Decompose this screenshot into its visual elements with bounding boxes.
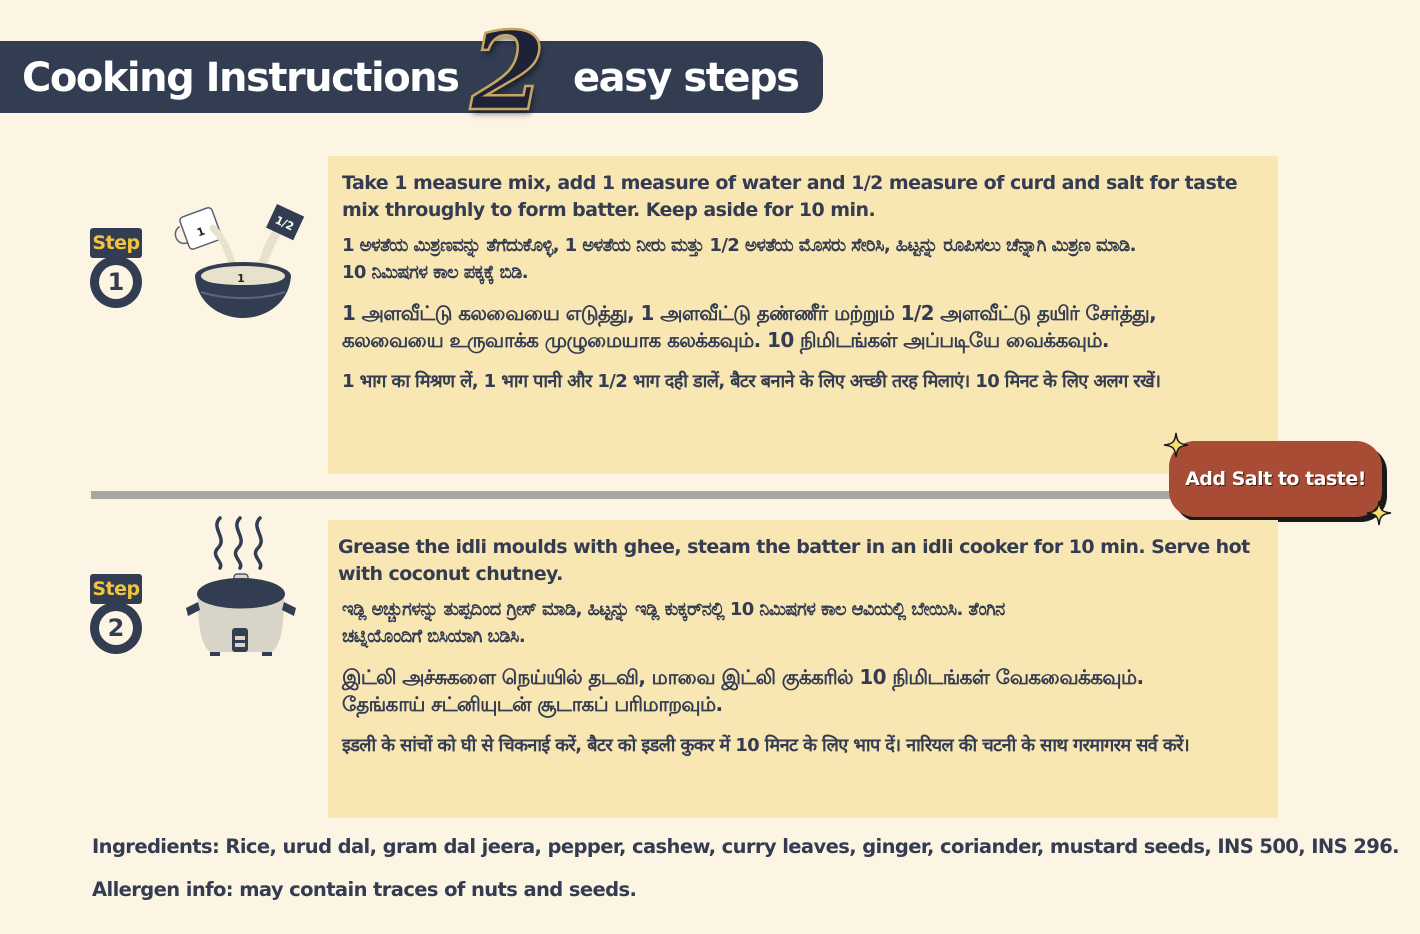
step-1-english: Take 1 measure mix, add 1 measure of water and 1/2 measure of curd and salt for taste mix throughly to form batter. Keep aside for 10 min.	[342, 172, 1238, 221]
step-divider	[91, 491, 1191, 499]
step-count-numeral: 2	[470, 9, 546, 135]
step-label: Step	[90, 574, 142, 604]
step-2-badge	[89, 574, 143, 654]
step-1-badge	[89, 228, 143, 308]
step-1-kannada: 1 ಅಳತೆಯ ಮಿಶ್ರಣವನ್ನು ತೆಗೆದುಕೊಳ್ಳಿ, 1 ಅಳತೆಯ ನೀರು ಮತ್ತು 1/2 ಅಳತೆಯ ಮೊಸರು ಸೇರಿಸಿ, ಹಿಟ್ಟನ್ನು ರೂಪಿಸಲು ಚೆನ್ನಾಗಿ ಮಿಶ್ರಣ ಮಾಡಿ. 10 ನಿಮಿಷಗಳ ಕಾಲ ಪಕ್ಕಕ್ಕೆ ಬಿಡಿ.	[342, 235, 1136, 283]
step-2-english: Grease the idli moulds with ghee, steam the batter in an idli cooker for 10 min. Serve hot with coconut chutney.	[338, 536, 1250, 585]
step-number: 1	[99, 265, 133, 299]
pouring-mix-bowl-icon	[165, 196, 315, 326]
step-1-hindi: 1 भाग का मिश्रण लें, 1 भाग पानी और 1/2 भाग दही डालें, बैटर बनाने के लिए अच्छी तरह मिलाएं। 10 मिनट के लिए अलग रखें।	[342, 371, 1161, 392]
allergen-info-text: Allergen info: may contain traces of nuts and seeds.	[92, 878, 637, 901]
step-2-hindi: इडली के सांचों को घी से चिकनाई करें, बैटर को इडली कुकर में 10 मिनट के लिए भाप दें। नारियल की चटनी के साथ गरमागरम सर्व करें।	[342, 735, 1190, 756]
page-title: Cooking Instructions	[22, 55, 459, 101]
step-2-instructions-panel	[328, 520, 1278, 818]
sparkle-icon	[1163, 432, 1189, 458]
step-number-circle	[90, 602, 142, 654]
page-subtitle: easy steps	[573, 55, 799, 101]
svg-text:1: 1	[237, 272, 245, 285]
rice-cooker-steam-icon	[180, 512, 304, 662]
svg-text:1: 1	[195, 224, 207, 240]
step-2-tamil: இட்லி அச்சுகளை நெய்யில் தடவி, மாவை இட்லி குக்கரில் 10 நிமிடங்கள் வேகவைக்கவும். தேங்காய் சட்னியுடன் சூடாகப் பரிமாறவும்.	[342, 665, 1144, 716]
add-salt-callout: Add Salt to taste!	[1169, 441, 1382, 517]
sparkle-icon	[1366, 500, 1392, 526]
step-number: 2	[99, 611, 133, 645]
step-1-tamil: 1 அளவீட்டு கலவையை எடுத்து, 1 அளவீட்டு தண்ணீர் மற்றும் 1/2 அளவீட்டு தயிர் சேர்த்து, கலவையை உருவாக்க முழுமையாக கலக்கவும். 10 நிமிடங்கள் அப்படியே வைக்கவும்.	[342, 301, 1157, 352]
ingredients-text: Ingredients: Rice, urud dal, gram dal jeera, pepper, cashew, curry leaves, ginger, coriander, mustard seeds, INS 500, INS 296.	[92, 835, 1399, 858]
step-number-circle	[90, 256, 142, 308]
step-1-instructions-panel	[328, 156, 1278, 474]
packet-label: 1/2	[272, 213, 296, 234]
step-label: Step	[90, 228, 142, 258]
step-2-kannada: ಇಡ್ಲಿ ಅಚ್ಚುಗಳನ್ನು ತುಪ್ಪದಿಂದ ಗ್ರೀಸ್ ಮಾಡಿ, ಹಿಟ್ಟನ್ನು ಇಡ್ಲಿ ಕುಕ್ಕರ್‌ನಲ್ಲಿ 10 ನಿಮಿಷಗಳ ಕಾಲ ಆವಿಯಲ್ಲಿ ಬೇಯಿಸಿ. ತೆಂಗಿನ ಚಟ್ನಿಯೊಂದಿಗೆ ಬಿಸಿಯಾಗಿ ಬಡಿಸಿ.	[342, 599, 1005, 647]
